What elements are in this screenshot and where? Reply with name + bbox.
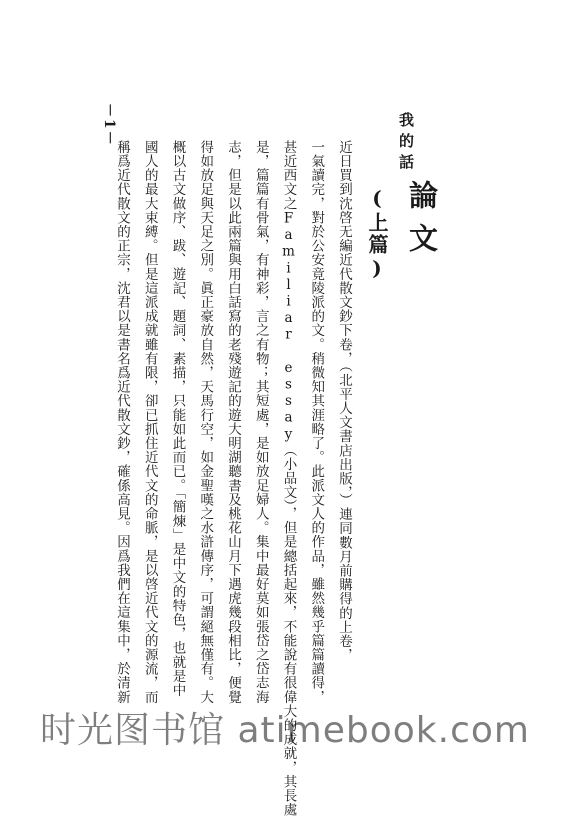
text-line: 是，篇篇有骨氣，有神彩，言之有物；其短處，是如放足婦人。集中最好莫如張岱之岱志海 [252, 140, 269, 704]
text-line: 一氣讀完，對於公安竟陵派的文。稍微知其涯略了。此派文人的作品，雖然幾乎篇篇讀得， [308, 140, 325, 704]
text-line: 稱爲近代散文的正宗，沈君以是書名爲近代散文鈔，確係高見。因爲我們在這集中，於清新 [114, 140, 130, 704]
text-line: 志，但是以此兩篇與用白話寫的老殘遊記的遊大明湖聽書及桃花山月下遇虎幾段相比，便覺 [225, 140, 241, 704]
page-number: －1－ [101, 103, 117, 147]
text-line: 得如放足與天足之別。眞正豪放自然，天馬行空，如金聖嘆之水滸傳序，可謂絕無僅有。大 [197, 140, 214, 704]
watermark: 时光图书馆 atimebook.com [40, 710, 530, 751]
running-header: 我的話 [397, 112, 415, 175]
text-line: 國人的最大束縛。但是這派成就雖有限，卻已抓住近代文的命脈，是以啓近代文的源流，而 [141, 140, 158, 704]
article-subtitle: (上篇) [365, 186, 389, 282]
body-text [114, 140, 352, 817]
text-line: 近日買到沈啓无編近代散文鈔下卷，（北平人文書店出版，）連同數月前購得的上卷， [336, 140, 352, 663]
text-line: 甚近西文之Familiar essay（小品文），但是總括起來，不能說有很偉大的成就，其長處 [280, 140, 297, 817]
text-line: 概以古文做序、跋、遊記、題詞、素描，只能如此而已。「簡煉」是中文的特色，也就是中 [169, 140, 186, 698]
article-title: 論文 [405, 180, 439, 266]
